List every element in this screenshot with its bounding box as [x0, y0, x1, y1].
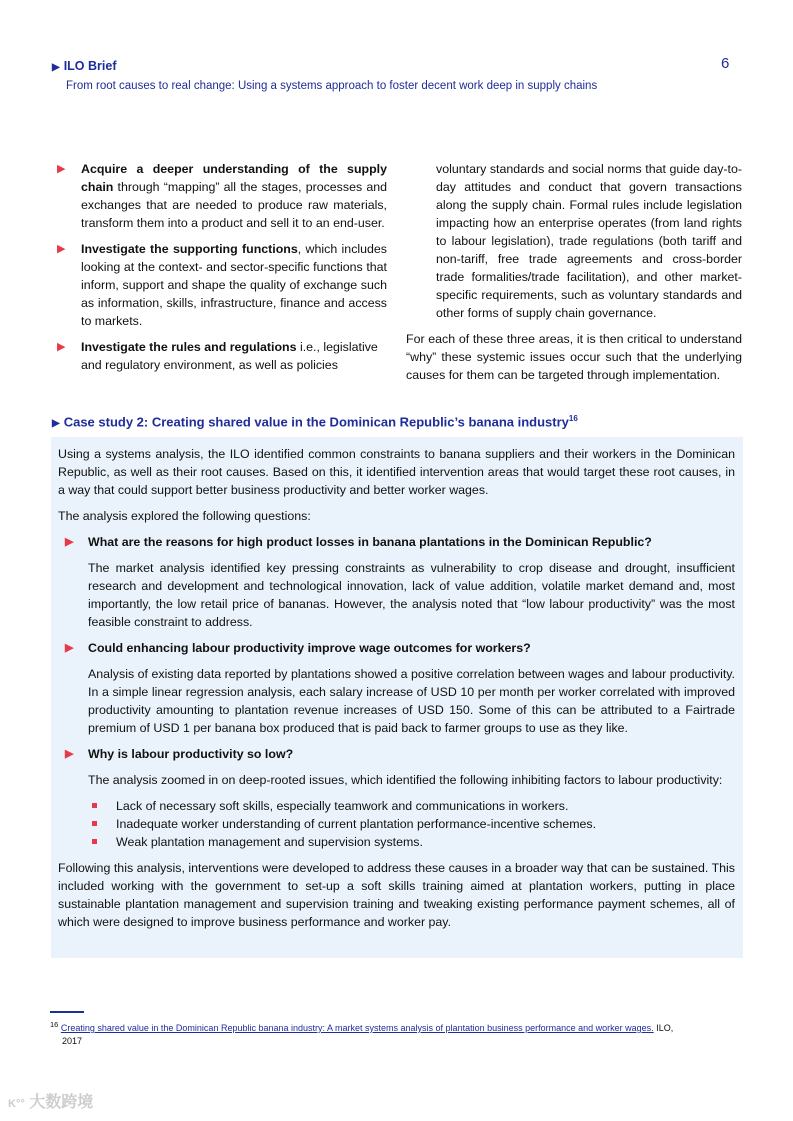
conclusion-paragraph: Following this analysis, interventions were developed to address these causes in a broader way that can be sustained. This included working with the government to set-up a soft skills training aimed at plantation workers, putting in place sustainable plantation management and supervision training and tweaking existing performance payment schemes, all of which were designed to improve business performance and worker pay. — [58, 861, 735, 929]
bullet-triangle-icon: ▶ — [65, 748, 74, 760]
list-item — [57, 338, 387, 374]
watermark-logo: K°° 大数跨境 — [8, 1094, 94, 1111]
list-item — [57, 160, 387, 232]
square-bullet-icon — [92, 821, 97, 826]
paragraph: For each of these three areas, it is then critical to understand “why” these systemic issues occur such that the underlying causes for them can be targeted through implementation. — [406, 332, 742, 382]
item-heading: Investigate the rules and regulations — [81, 340, 297, 354]
brief-label-text: ILO Brief — [63, 59, 117, 73]
page-number: 6 — [721, 55, 730, 72]
footnote-source: ILO, — [653, 1023, 674, 1033]
bullet-triangle-icon: ▶ — [65, 642, 74, 654]
left-column — [57, 160, 387, 382]
factor-item — [58, 797, 735, 815]
factor-item — [58, 833, 735, 851]
question-text: What are the reasons for high product losses in banana plantations in the Dominican Republic? — [88, 535, 652, 549]
item-text: i.e., legislative and regulatory environment, as well as policies — [81, 340, 378, 372]
right-column — [406, 160, 742, 384]
item-heading: Investigate the supporting functions — [81, 242, 298, 256]
question — [58, 533, 735, 551]
factor-text: Lack of necessary soft skills, especially teamwork and communications in workers. — [116, 799, 569, 813]
bullet-triangle-icon: ▶ — [57, 243, 66, 255]
footnote-number: 16 — [50, 1020, 59, 1029]
factor-item — [58, 815, 735, 833]
triangle-icon: ▶ — [52, 418, 60, 430]
list-item — [57, 240, 387, 330]
factor-text: Weak plantation management and supervision systems. — [116, 835, 423, 849]
question — [58, 745, 735, 763]
case-study-title — [52, 410, 578, 433]
case-study-box — [51, 437, 743, 958]
footnote-divider — [50, 1011, 84, 1013]
footnote — [50, 1018, 740, 1048]
bullet-triangle-icon: ▶ — [57, 163, 66, 175]
watermark-text: 大数跨境 — [29, 1094, 94, 1111]
lead-paragraph: The analysis explored the following questions: — [58, 509, 311, 523]
brief-label — [52, 57, 117, 77]
answer: The market analysis identified key pressing constraints as vulnerability to crop disease and drought, insufficient research and development and technological innovation, lack of value addition, volatile market demand and, most importantly, the low retail price of bananas. However, the analysis noted that “low labour productivity” was the most feasible constraint to address. — [88, 561, 735, 629]
bullet-triangle-icon: ▶ — [65, 536, 74, 548]
answer: The analysis zoomed in on deep-rooted issues, which identified the following inhibiting factors to labour productivity: — [88, 773, 723, 787]
case-study-title-text: Case study 2: Creating shared value in the Dominican Republic’s banana industry — [63, 414, 569, 430]
list-item-continuation: voluntary standards and social norms that guide day-to-day attitudes and conduct that govern transactions along the supply chain. Formal rules include legislation impacting how an enterprise operates (from land rights to labour legislation), trade regulations (both tariff and non-tariff, free trade agreements and cross-border trade formalities/trade facilitation), and other market-specific requirements, such as voluntary standards and other forms of supply chain governance. — [436, 162, 742, 320]
triangle-icon: ▶ — [52, 62, 60, 73]
question — [58, 639, 735, 657]
footnote-ref[interactable]: 16 — [568, 414, 578, 423]
header-subtitle: From root causes to real change: Using a systems approach to foster decent work deep in supply chains — [66, 80, 598, 92]
item-text: through “mapping” all the stages, processes and exchanges that are needed to produce raw materials, transform them into a product and sell it to an end-user. — [81, 180, 387, 230]
square-bullet-icon — [92, 803, 97, 808]
square-bullet-icon — [92, 839, 97, 844]
footnote-year: 2017 — [62, 1036, 83, 1046]
factor-text: Inadequate worker understanding of current plantation performance-incentive schemes. — [116, 817, 597, 831]
question-text: Why is labour productivity so low? — [88, 747, 294, 761]
answer: Analysis of existing data reported by plantations showed a positive correlation between wages and labour productivity. In a simple linear regression analysis, each salary increase of USD 10 per month per worker correlated with improved productivity amounting to plantation revenue increases of USD 150. Some of this can be attributed to a Fairtrade premium of USD 1 per banana box produced that is paid back to farmer groups to use as they like. — [88, 667, 735, 735]
bullet-triangle-icon: ▶ — [57, 341, 66, 353]
item-heading: Acquire a deeper understanding of the supply chain — [81, 162, 387, 194]
footnote-link[interactable]: Creating shared value in the Dominican Republic banana industry: A market systems analysis of plantation business performance and worker wages. — [60, 1023, 654, 1033]
question-text: Could enhancing labour productivity improve wage outcomes for workers? — [88, 641, 531, 655]
item-text: , which includes looking at the context- and sector-specific functions that inform, support and shape the quality of exchange such as information, skills, infrastructure, finance and access to markets. — [81, 242, 388, 328]
intro-paragraph: Using a systems analysis, the ILO identified common constraints to banana suppliers and their workers in the Dominican Republic, as well as their root causes. Based on this, it identified intervention areas that would target these root causes, in a way that could support better business productivity and better worker wages. — [58, 447, 735, 497]
